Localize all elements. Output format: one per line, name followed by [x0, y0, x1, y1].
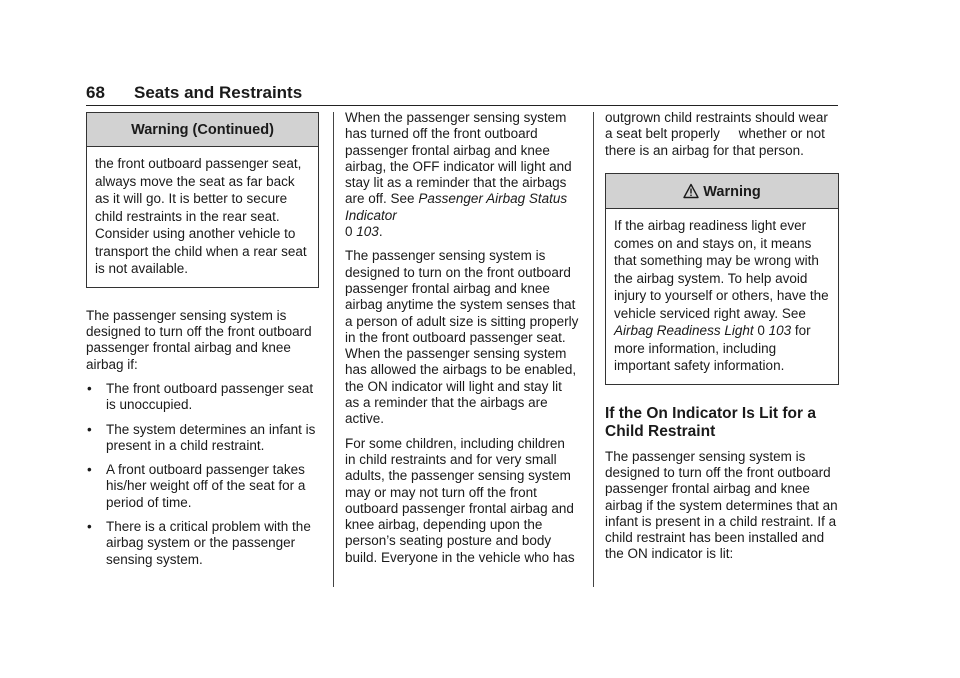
bullet-icon: • [87, 462, 92, 478]
section-title: Seats and Restraints [134, 83, 303, 102]
bullet-icon: • [87, 421, 92, 437]
bullet-icon: • [87, 519, 92, 535]
column-divider [333, 112, 334, 587]
page-ref[interactable]: 103 [768, 323, 792, 339]
airbag-readiness-link[interactable]: Airbag Readiness Light [614, 323, 754, 339]
bullet-icon: • [87, 380, 92, 396]
list-item: • The system determines an infant is present in a child restraint. [87, 421, 316, 453]
column-divider [593, 112, 594, 587]
column-2 [345, 110, 579, 574]
list-item: • A front outboard passenger takes his/her weight off of the seat for a period of time. [87, 462, 306, 510]
page-header [86, 83, 838, 106]
warning-header [606, 174, 838, 209]
subsection-title: If the On Indicator Is Lit for a Child Restraint [605, 404, 816, 440]
warning-title: Warning [703, 183, 761, 200]
column-3 [605, 110, 839, 571]
intro-paragraph: The passenger sensing system is designed to turn off the front outboard passenger frontal airbag and knee airbag if: [86, 307, 312, 372]
page-ref[interactable]: 103 [356, 224, 379, 240]
seatbelt-paragraph: outgrown child restraints should wear a seat belt properly whether or not there is an airbag for that person. [605, 110, 832, 158]
warning-text: the front outboard passenger seat, always move the seat as far back as it will go. It is better to secure child restraints in the rear seat. Consider using another vehicle to transport the child when a rear seat is not available. [95, 156, 307, 277]
passenger-airbag-status-link[interactable]: Passenger Airbag Status Indicator [345, 191, 568, 223]
list-item: • The front outboard passenger seat is unoccupied. [87, 380, 314, 413]
page-number: 68 [86, 83, 105, 102]
page-ref-icon: 0 [757, 323, 765, 339]
children-paragraph: For some children, including children in child restraints and for very small adults, the passenger sensing system may or may not turn off the front outboard passenger frontal airbag and knee airbag, depending upon the person’s seating posture and body build. Everyone in the vehicle who has [345, 435, 575, 565]
column-1 [86, 112, 319, 576]
warning-title: Warning (Continued) [87, 113, 318, 147]
condition-list [86, 381, 319, 568]
warning-box [605, 173, 839, 385]
subsection-paragraph: The passenger sensing system is designed to turn off the front outboard passenger frontal airbag and knee airbag if the system determines that an infant is present in a child restraint. If a child restraint has been installed and the ON indicator is lit: [605, 448, 838, 562]
warning-box-continued [86, 112, 319, 288]
off-indicator-paragraph: When the passenger sensing system has turned off the front outboard passenger frontal airbag and knee airbag, the OFF indicator will light and stay lit as a reminder that the airbags are off. See Passenger Airbag Status Indicator 0 103. [345, 110, 572, 240]
on-indicator-paragraph: The passenger sensing system is designed to turn on the front outboard passenger frontal airbag and knee airbag anytime the system senses that a person of adult size is sitting properly in the front outboard passenger seat. When the passenger sensing system has allowed the airbags to be enabled, the ON indicator will light and stay lit as a reminder that the airbags are active. [345, 248, 579, 427]
list-item: • There is a critical problem with the airbag system or the passenger sensing system. [87, 519, 311, 567]
page-ref-icon: 0 [345, 224, 353, 240]
warning-icon [683, 183, 699, 199]
warning-text: If the airbag readiness light ever comes on and stays on, it means that something may be wrong with the airbag system. To help avoid injury to yourself or others, have the vehicle serviced right away. See Airbag Readiness Light 0 103 for more information, including important safety information. [614, 218, 829, 374]
